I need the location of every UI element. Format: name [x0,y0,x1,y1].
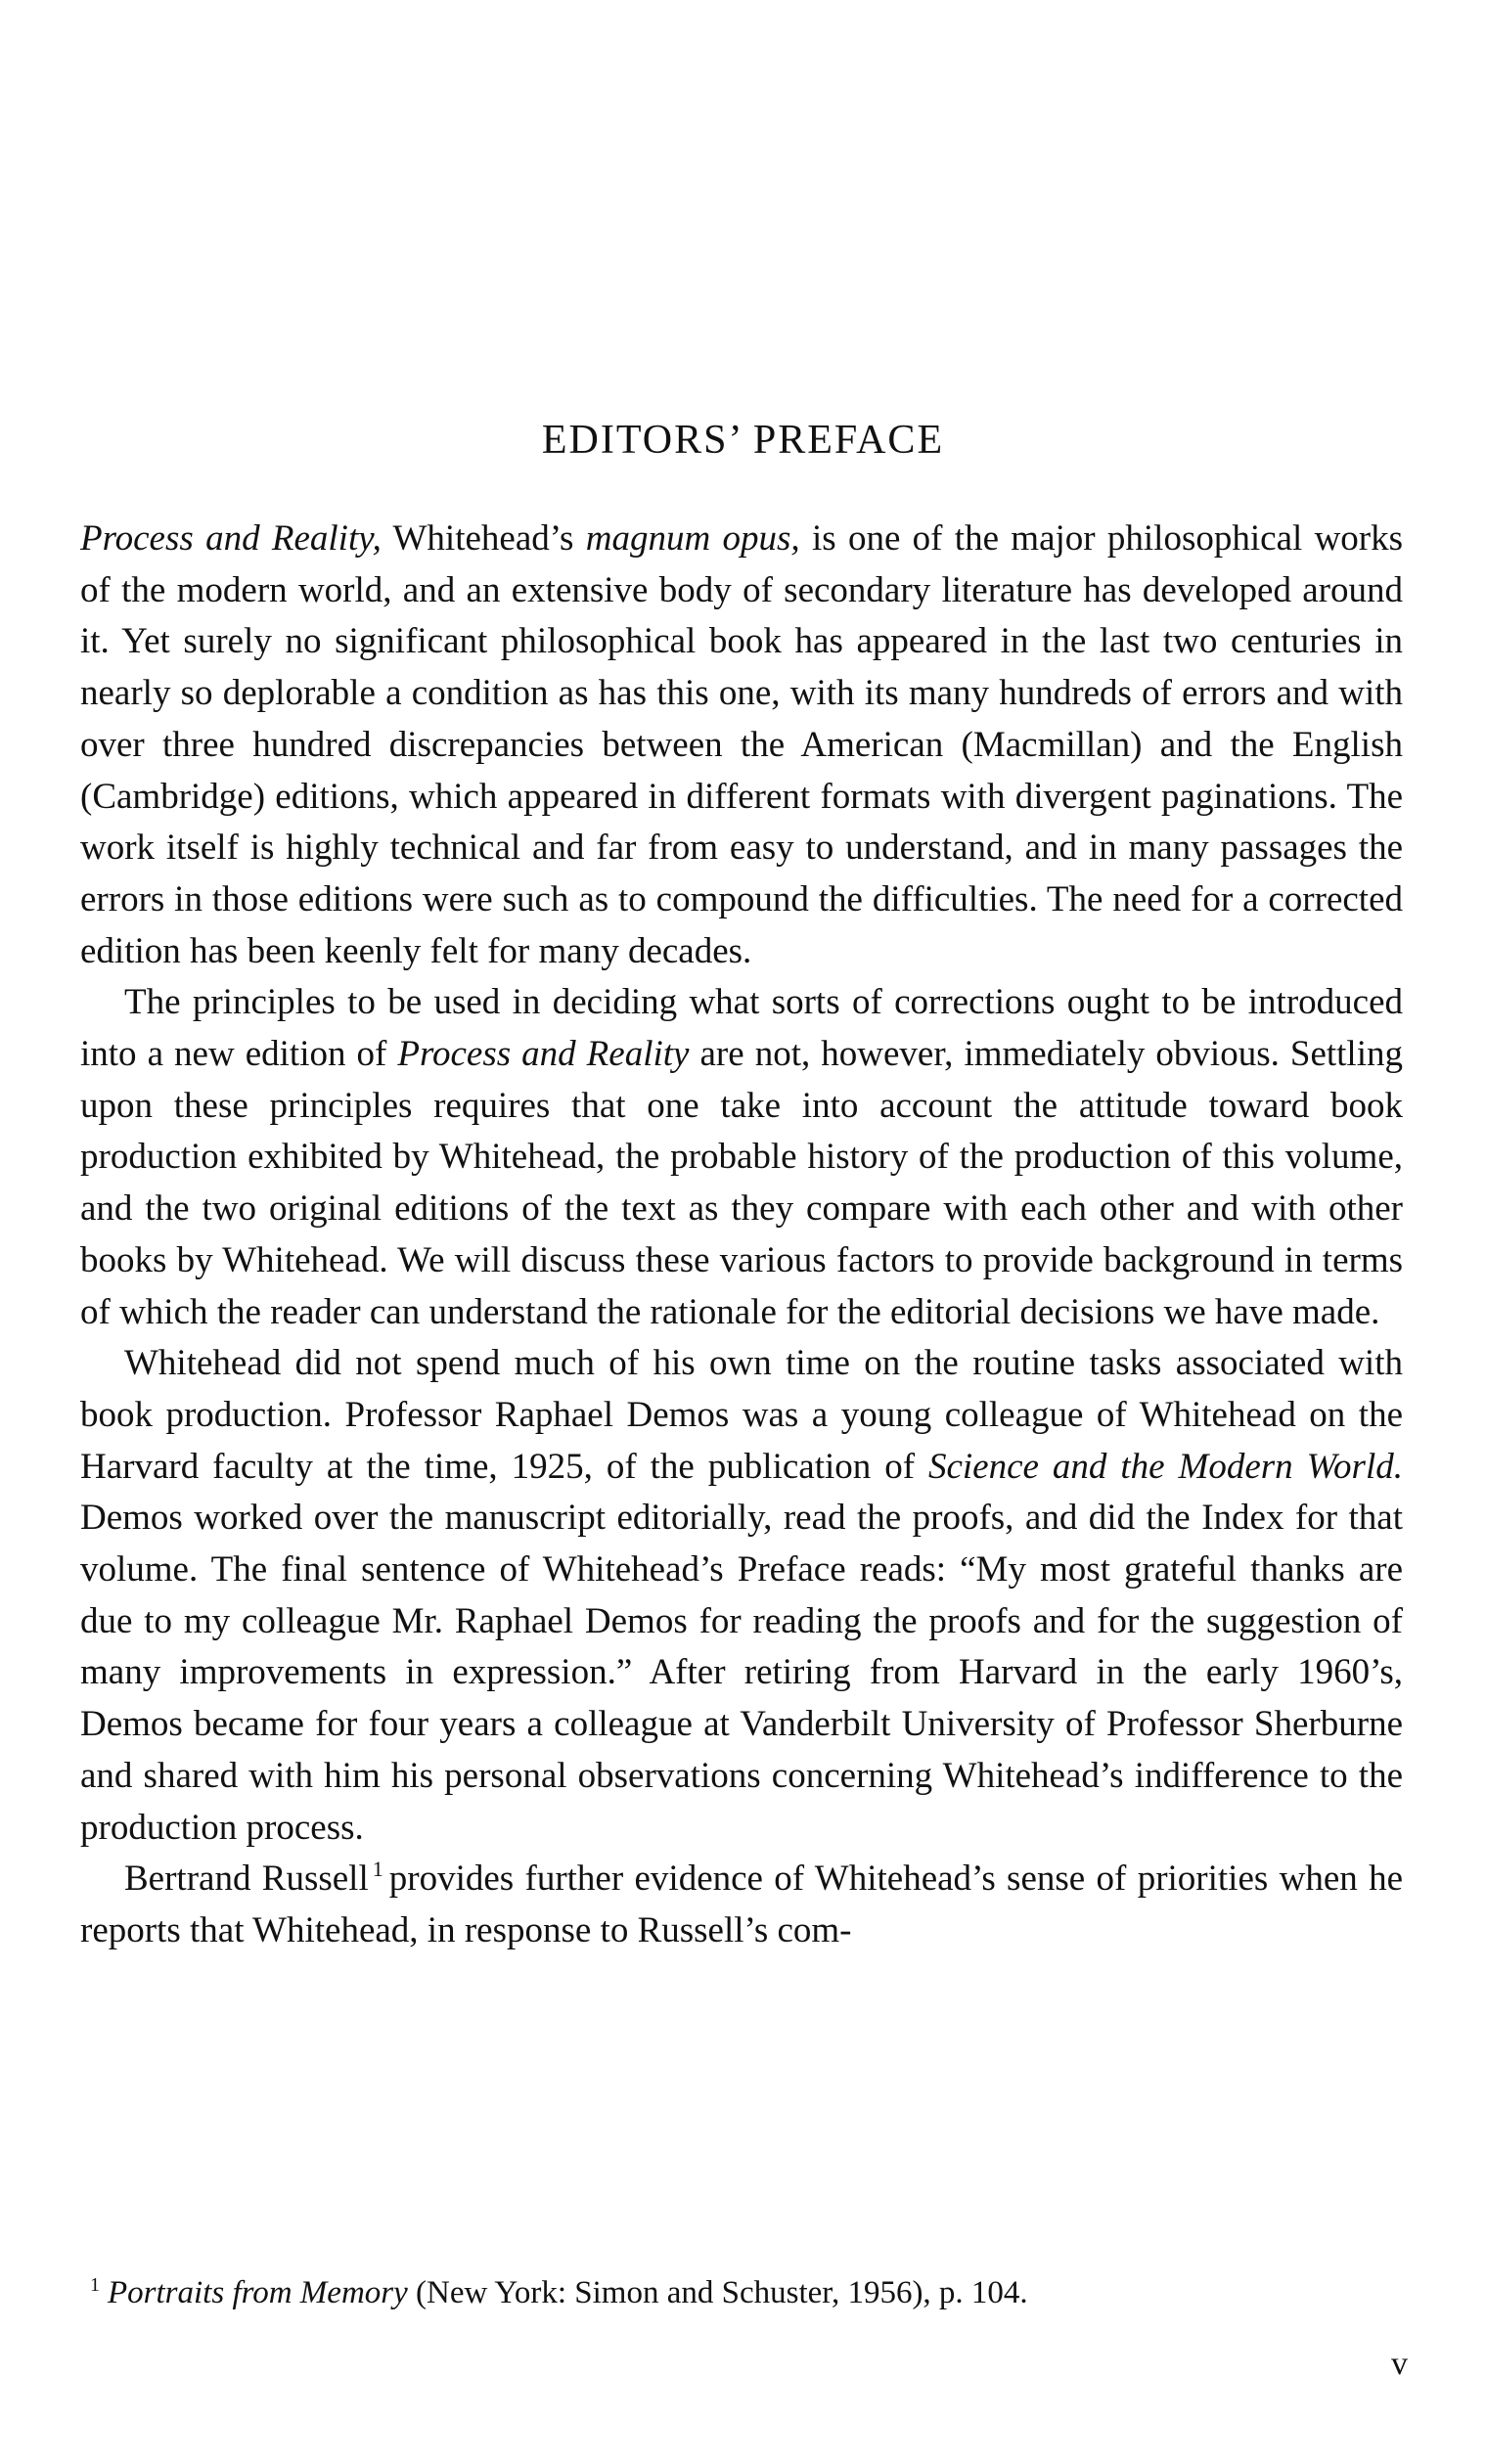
text-run: Demos worked over the manuscript editorially, read the proofs, and did the Index for that volume. The final sentence of Whitehead’s Preface reads: “My most grateful thanks are due to my colleague Mr. Raphael Demos for reading the proofs and for the suggestion of many improvements in expression.” After retiring from Harvard in the early 1960’s, Demos became for four years a colleague at Vanderbilt University of Professor Sherburne and shared with him his personal observations concerning Whitehead’s indifference to the production process. [80,1498,1403,1848]
page-title: EDITORS’ PREFACE [541,418,945,463]
footnote-title: Portraits from Memory [108,2275,408,2310]
text-run: is one of the major philosophical works of the modern world, and an extensive body of secondary literature has developed around it. Yet surely no significant philosophical book has appeared in the last two centuries in nearly so deplorable a condition as has this one, with its many hundreds of errors and with over three hundred discrepancies between the American (Macmillan) and the English (Cambridge) editions, which appeared in different formats with divergent paginations. The work itself is highly technical and far from easy to understand, and in many passages the errors in those editions were such as to compound the difficulties. The need for a corrected edition has been keenly felt for many decades. [80,518,1404,971]
italic-phrase: magnum opus, [585,518,800,559]
italic-title: Process and Reality, [80,518,382,559]
paragraph-1 [80,514,1403,977]
italic-title: Process and Reality [397,1034,690,1075]
text-run: are not, however, immediately obvious. Settling upon these principles requires that one take into account the attitude toward book production exhibited by Whitehead, the probable history of the production of this volume, and the two original editions of the text as they compare with each other and with other books by Whitehead. We will discuss these various factors to provide background in terms of which the reader can understand the rationale for the editorial decisions we have made. [80,1034,1403,1332]
paragraph-2 [80,977,1403,1338]
text-run: Whitehead’s [381,518,586,559]
text-run: Whitehead did not spend much of his own time on the routine tasks associated with book production. Professor Raphael Demos was a young colleague of Whitehead on the Harvard faculty at the time, 1925, of the publication of [80,1343,1403,1487]
footnote [90,2271,1401,2314]
paragraph-3 [80,1338,1403,1854]
text-run: provides further evidence of Whitehead’s sense of priorities when he reports that Whitehead, in response to Russell’s com- [80,1859,1404,1950]
text-run: Bertrand Russell [124,1859,369,1900]
footnote-marker: 1 [372,1857,383,1882]
text-run: The principles to be used in deciding what sorts of corrections ought to be introduced into a new edition of [80,982,1403,1075]
page-number: v [1391,2346,1408,2382]
italic-title: Science and the Modern World. [927,1446,1403,1487]
footnote-text: (New York: Simon and Schuster, 1956), p. 104. [407,2275,1028,2310]
footnote-number: 1 [90,2274,100,2296]
preface-body [80,514,1403,1957]
paragraph-4 [80,1854,1403,1956]
